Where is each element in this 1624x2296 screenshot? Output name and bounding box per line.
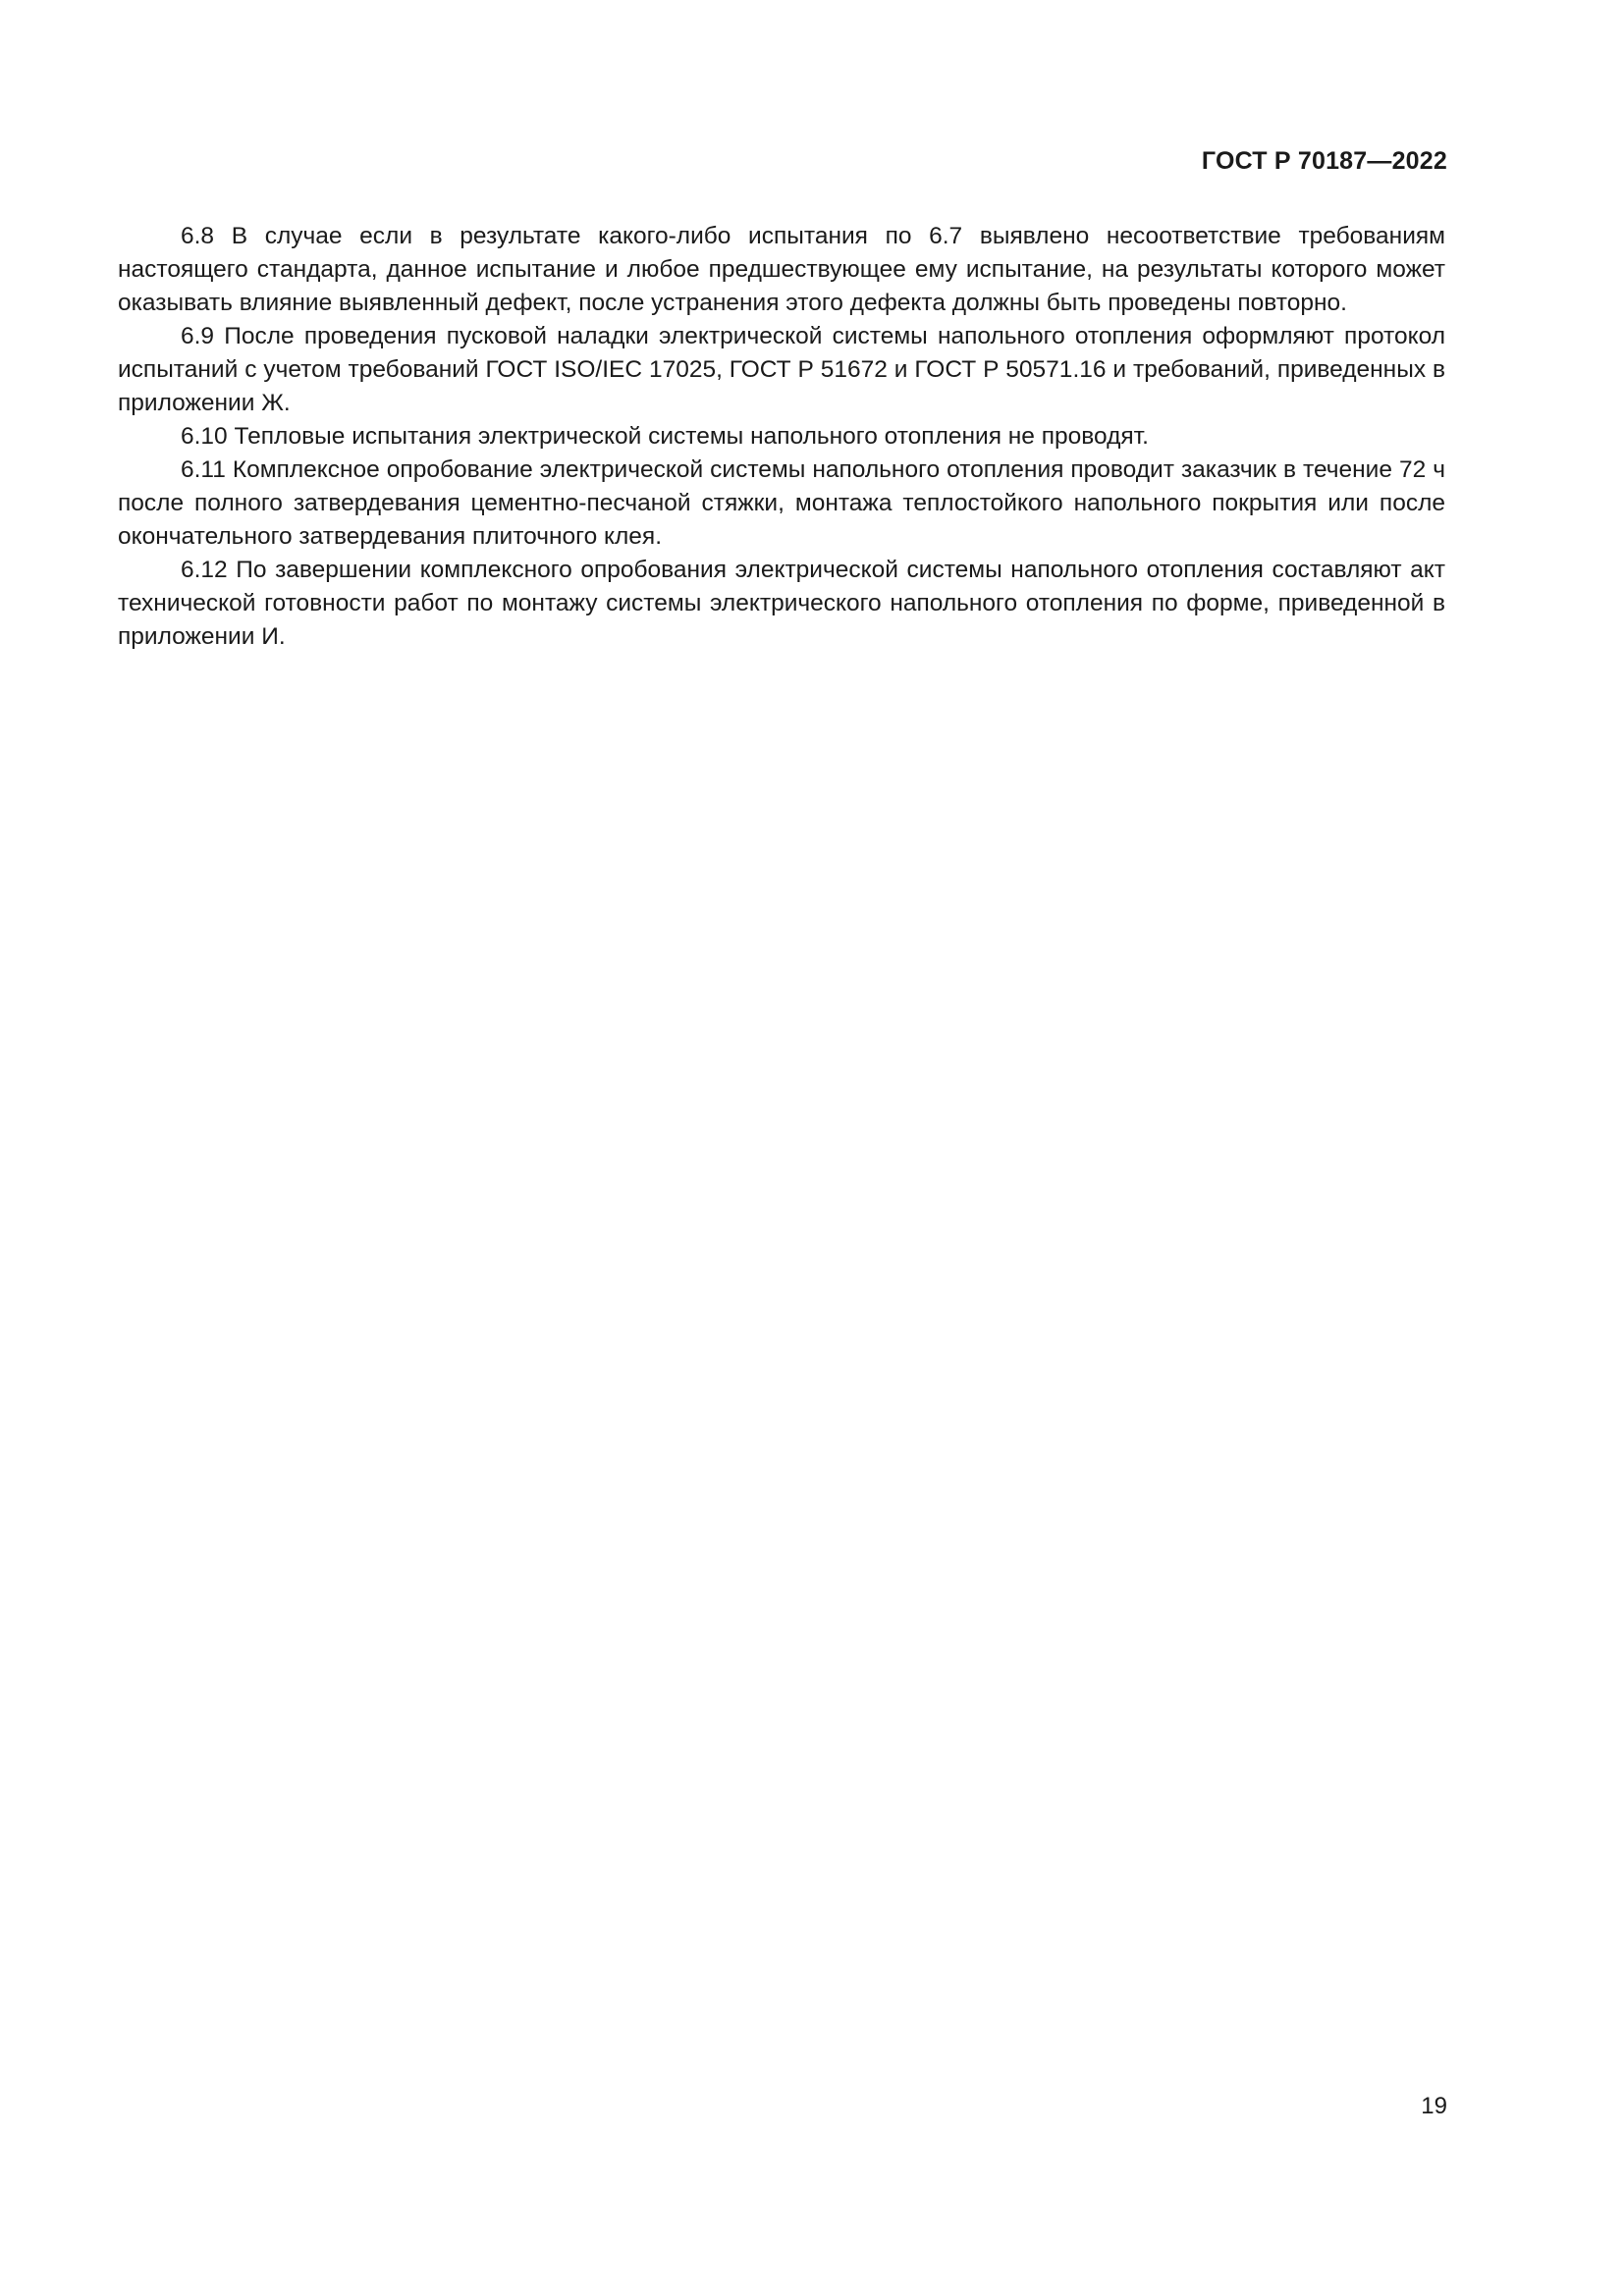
document-header: ГОСТ Р 70187—2022 [1201, 147, 1447, 175]
paragraph-6-9: 6.9 После проведения пусковой наладки электрической системы напольного отопления оформляют протокол испытаний с учетом требований ГОСТ ISO/IEC 17025, ГОСТ Р 51672 и ГОСТ Р 50571.16 и требований, приведенных в приложении Ж. [118, 323, 1445, 416]
paragraph-6-10: 6.10 Тепловые испытания электрической системы напольного отопления не проводят. [181, 423, 1149, 450]
paragraph-6-11: 6.11 Комплексное опробование электрической системы напольного отопления проводит заказчик в течение 72 ч после полного затвердевания цементно-песчаной стяжки, монтажа теплостойкого напольного покрытия или после окончательного затвердевания плиточного клея. [118, 456, 1445, 550]
page-number: 19 [1421, 2093, 1447, 2119]
paragraph-6-8: 6.8 В случае если в результате какого-либо испытания по 6.7 выявлено несоответствие требованиям настоящего стандарта, данное испытание и любое предшествующее ему испытание, на результаты которого может оказывать влияние выявленный дефект, после устранения этого дефекта должны быть проведены повторно. [118, 223, 1445, 316]
document-body [118, 220, 1445, 654]
paragraph-6-12: 6.12 По завершении комплексного опробования электрической системы напольного отопления составляют акт технической готовности работ по монтажу системы электрического напольного отопления по форме, приведенной в приложении И. [118, 557, 1445, 650]
